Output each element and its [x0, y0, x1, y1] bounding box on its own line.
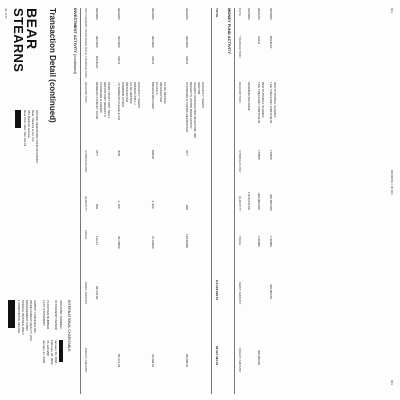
inv-row3-desc0: STANDARD & POORS DEPOSITARY	[185, 82, 189, 133]
mf-col-debit: DEBIT AMOUNT	[238, 282, 242, 305]
investment-section-title	[73, 8, 78, 74]
inv-row1-desc2: UNSOLICITED	[125, 82, 129, 103]
mf-row1-qty: -400,000.000	[257, 192, 261, 210]
footer-left: 001	[390, 8, 394, 14]
inv-row2-price: 27.04900	[151, 236, 155, 249]
client-label: INTERNATIONAL CHARITABLE	[67, 300, 71, 352]
investment-total-label: TOTAL	[215, 8, 219, 18]
inv-col-price: PRICE	[84, 230, 88, 240]
mf-row1-desc0: THE TREASURY PORTFOLIO	[257, 82, 261, 124]
inv-row3-trade: 02/19/02	[185, 36, 189, 48]
inv-row2-desc3: AS OF 02/15/02	[163, 82, 167, 104]
inv-row3-desc3: SECTOR	[197, 82, 201, 95]
inv-row3-symbol: SPY	[185, 150, 189, 157]
mf-row2-desc1: INSTITUTIONAL SHARES	[273, 82, 277, 118]
mf-col-credit: CREDIT AMOUNT	[238, 348, 242, 373]
investment-total-debit: $-4,019,638.51	[215, 280, 219, 301]
mf-col-qty: QUANTITY	[238, 196, 242, 212]
investment-rule-total	[211, 8, 212, 394]
inv-row0-settle: 02/20/02	[95, 8, 99, 20]
investment-rule-top	[80, 8, 81, 394]
inv-row1-desc5: CAPACITY: AGENT	[137, 82, 141, 109]
account-row-4-value: January 31, 2002	[42, 340, 46, 364]
redaction-account	[59, 340, 63, 362]
inv-row3-settle: 02/22/02	[185, 8, 189, 20]
mf-row1-date: 02/01/02	[257, 8, 261, 20]
mf-col-txn: TRANSACTION	[238, 36, 242, 58]
inv-row1-desc0: J P MORGAN CHASE & CO	[117, 82, 121, 120]
inv-row3-desc1: RECEIPTS (SPDR) BOOK ENTRY	[189, 82, 193, 129]
inv-row1-settle: 02/22/02	[117, 8, 121, 20]
recipient-line-3: SPECIAL BRANCH ONLY	[21, 300, 25, 335]
inv-row0-desc0: MORGAN STANLEY SPDR	[95, 82, 99, 119]
inv-row2-credit: 35,099.61	[151, 354, 155, 368]
inv-col-debit: DEBIT AMOUNT	[84, 282, 88, 305]
inv-col-trade: TRADE DATE	[84, 36, 88, 55]
inv-row0-desc2: DEPOSITARY RECEIPTS	[103, 82, 107, 117]
investment-total-credit: $3,427,492.24	[215, 346, 219, 366]
account-row-2-value: February 28, 2002	[50, 340, 54, 365]
mf-row0-date: 01/28/02	[247, 8, 251, 20]
inv-row3-desc4: CAPACITY: AGENT	[201, 82, 205, 109]
logo-bear: BEAR	[24, 8, 40, 50]
inv-row2-desc2: UNSOLICITED	[159, 82, 163, 103]
recipient-line-0: SUBMIT THROUGH ON	[33, 300, 37, 333]
mf-row2-debit: 300,000.00	[269, 284, 273, 300]
inv-col-txn: TRANSACTION	[84, 56, 88, 78]
recipient-line-1: WAKE FOREST REALTY (SS)	[29, 300, 33, 341]
inv-row0-desc3: SPDR TRUST UNIT SER 1	[107, 82, 111, 119]
office-line3: New York, New York 10179	[23, 110, 27, 147]
office-line2: 383 Madison Avenue	[27, 110, 31, 138]
mf-col-desc: DESCRIPTION	[238, 82, 242, 103]
inv-row1-desc3: AS OF 02/15/02	[129, 82, 133, 104]
inv-row2-qty: -1,300	[151, 200, 155, 209]
account-row-3-value: 72-1221298	[46, 340, 50, 357]
inv-row2-settle: 02/22/02	[151, 8, 155, 20]
inv-col-credit: CREDIT AMOUNT	[84, 348, 88, 373]
mf-row2-date: 02/08/02	[269, 8, 273, 20]
mf-col-price: PRICE	[238, 236, 242, 246]
footer-center: 00000001 / 00 001	[390, 170, 394, 196]
inv-row2-desc1: CLASS A	[155, 82, 159, 95]
mf-row2-qty: 300,000.000	[269, 194, 273, 211]
title-text: Transaction Detail	[48, 8, 57, 77]
inv-row0-trade: 02/15/02	[95, 36, 99, 48]
account-row-4-label: LAST STATEMENT	[42, 300, 46, 327]
mf-col-date: DATE	[238, 8, 242, 16]
inv-col-settle: SETTLEMENT DATE	[84, 8, 88, 37]
redaction-office	[15, 110, 21, 128]
inv-row3-credit: 98,995.01	[185, 354, 189, 368]
mf-row1-price: 1.00000	[257, 236, 261, 247]
mf-row2-price: 1.00000	[269, 236, 273, 247]
inv-row3-desc2: SHARES UNSOLICITED INVESTOR, INC	[193, 82, 197, 139]
mf-row2-txn: BOUGHT	[269, 36, 273, 49]
office-line1: Bear, Stearns & Co. Inc.	[31, 110, 35, 143]
money-fund-title: MONEY FUND ACTIVITY	[227, 8, 232, 55]
mf-col-symbol: SYMBOL/CUSIP	[238, 150, 242, 173]
mf-row0-qty: 1,818,670.69	[247, 192, 251, 210]
inv-row0-debit: 88,370.00	[95, 286, 99, 300]
inv-row1-trade: 02/19/02	[117, 36, 121, 48]
inv-row1-qty: -1,700	[117, 200, 121, 209]
page-title	[48, 8, 57, 123]
mf-row2-desc0: THE TREASURY PORTFOLIO	[269, 82, 273, 124]
recipient-line-4: 1 CORPORATE OFFICE	[17, 300, 21, 334]
redaction-recipient	[8, 300, 15, 328]
mf-row1-credit: 400,000.00	[257, 350, 261, 366]
inv-row2-symbol: BRCM	[151, 150, 155, 159]
inv-row2-txn: SOLD	[151, 56, 155, 65]
inv-row3-txn: SOLD	[185, 56, 189, 65]
inv-row0-symbol: SPY	[95, 150, 99, 157]
inv-row0-qty: 800	[95, 204, 99, 210]
mf-row2-symbol: TPI565	[269, 150, 273, 160]
inv-col-desc: DESCRIPTION	[84, 82, 88, 103]
inv-row3-price: 110.00000	[185, 234, 189, 248]
recipient-line-2: MANAGEMENT FUND	[25, 300, 29, 331]
account-row-3-label: TAXPAYER NUMBER	[46, 300, 50, 330]
account-row-1-value: January 29, 2002 -	[54, 340, 58, 366]
mf-row1-txn: SOLD	[257, 36, 261, 45]
inv-row1-credit: 50,471.24	[117, 354, 121, 368]
mf-row1-desc1: INSTITUTIONAL SHARES	[261, 82, 265, 118]
inv-row0-desc1: STANDARD & POORS	[99, 82, 103, 113]
inv-row1-symbol: JPM	[117, 150, 121, 156]
title-suffix: (continued)	[48, 79, 57, 123]
mf-row1-symbol: TPI565	[257, 150, 261, 160]
inv-row2-desc0: BROADCOM CORP	[151, 82, 155, 110]
inv-col-qty: QUANTITY	[84, 196, 88, 212]
footer-right: 001	[390, 380, 394, 386]
account-row-1-label: STATEMENT PERIOD	[54, 300, 58, 331]
inv-row1-price: 29.70000	[117, 236, 121, 249]
investment-title-suffix: (continued)	[73, 54, 78, 75]
inv-row2-trade: 02/19/02	[151, 36, 155, 48]
inv-row0-price: 110.41	[95, 236, 99, 245]
logo-stearns: STEARNS	[11, 8, 26, 73]
account-row-0-label: ACCOUNT NUMBER	[59, 300, 63, 329]
page-marker: 42 of 87	[4, 8, 8, 19]
inv-row1-desc4: ORDER# 2457-J	[133, 82, 137, 105]
inv-row3-qty: -900	[185, 204, 189, 211]
mf-row0-desc0: OPENING BALANCE	[247, 82, 251, 111]
investment-title: INVESTMENT ACTIVITY	[73, 8, 78, 53]
office-label: OFFICE SERVICING YOUR ACCOUNT	[35, 110, 39, 164]
inv-col-symbol: SYMBOL/CUSIP	[84, 150, 88, 173]
inv-row1-txn: SOLD	[117, 56, 121, 65]
money-fund-rule	[234, 8, 235, 394]
inv-row1-desc1: COMMON STOCK	[121, 82, 125, 108]
inv-row0-txn: BOUGHT	[95, 56, 99, 69]
